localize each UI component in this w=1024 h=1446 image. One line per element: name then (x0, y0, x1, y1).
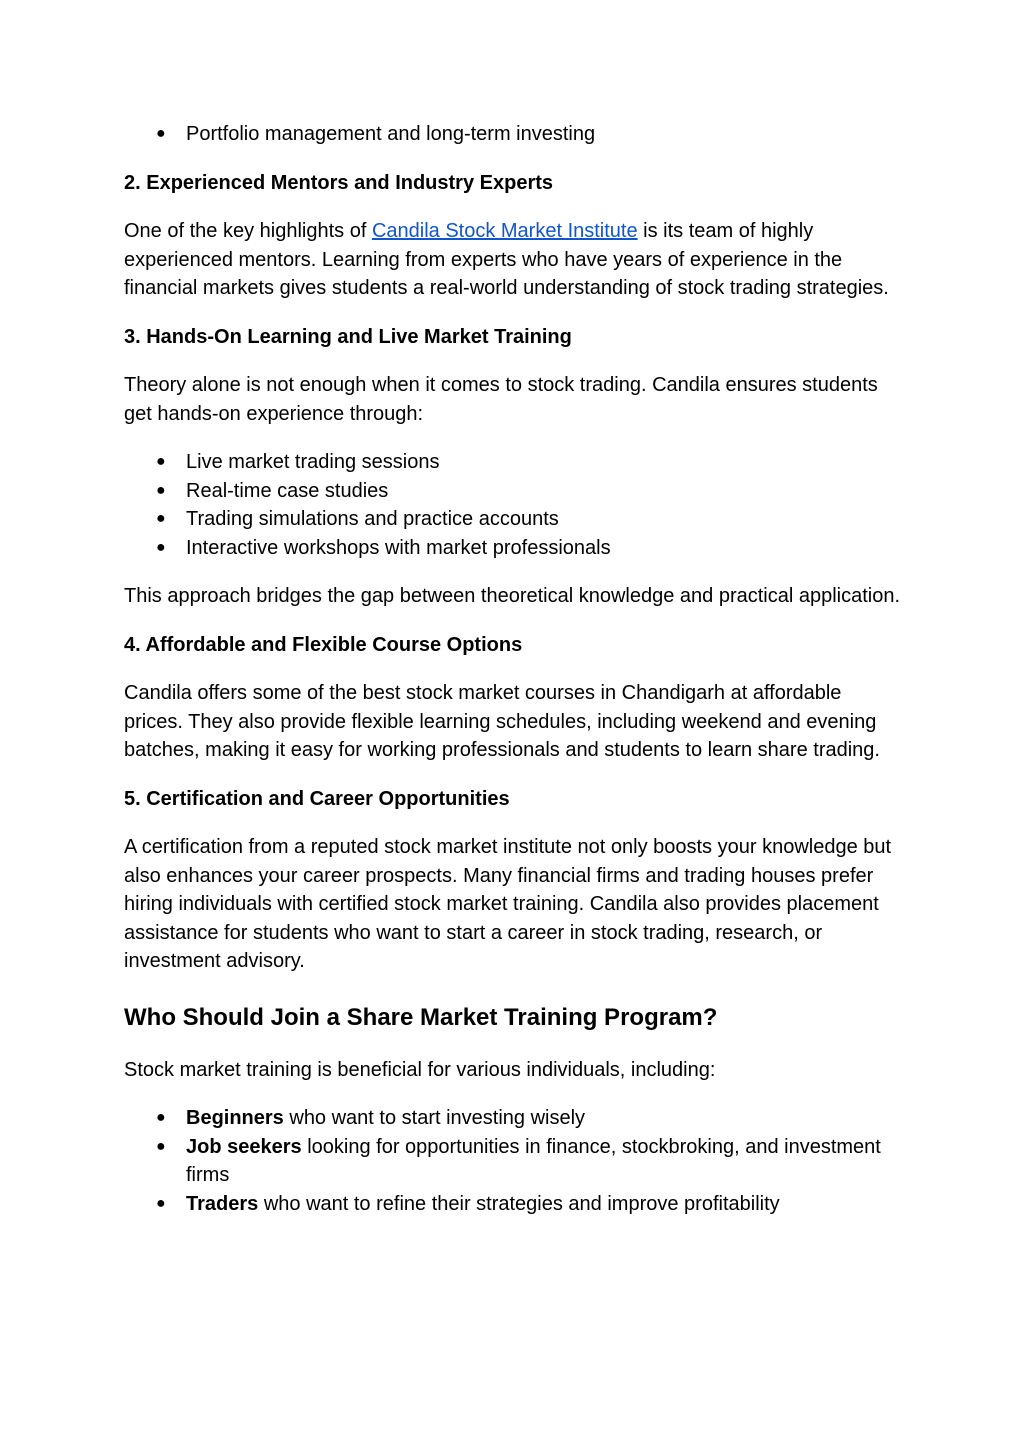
paragraph: Stock market training is beneficial for various individuals, including: (124, 1058, 716, 1081)
bullet-list (124, 1104, 904, 1218)
bullet-icon: ● (156, 481, 166, 499)
paragraph: A certification from a reputed stock market institute not only boosts your knowledge but also enhances your career prospects. Many financial firms and trading houses prefer hiring individuals with certified stock market training. Candila also provides placement assistance for students who want to start a career in stock trading, research, or investment advisory. (124, 836, 892, 972)
list-item: ● Live market trading sessions (124, 448, 904, 477)
section-heading: 5. Certification and Career Opportunities (124, 787, 510, 810)
bullet-icon: ● (156, 453, 166, 470)
paragraph: This approach bridges the gap between theoretical knowledge and practical application. (124, 585, 901, 607)
section-heading: 3. Hands-On Learning and Live Market Training (124, 325, 572, 348)
list-item: ● Beginners who want to start investing wisely (124, 1104, 904, 1133)
list-item: ● Traders who want to refine their strategies and improve profitability (124, 1190, 904, 1219)
list-item: ● Trading simulations and practice accounts (124, 505, 904, 534)
paragraph: Theory alone is not enough when it comes to stock trading. Candila ensures students get hands-on experience through: (124, 374, 878, 425)
list-item: ● Interactive workshops with market professionals (124, 534, 904, 563)
list-item: ● Real-time case studies (124, 477, 904, 506)
document-content (124, 120, 904, 1218)
bullet-icon: ● (156, 125, 166, 142)
bullet-icon: ● (156, 510, 166, 527)
section-heading: 2. Experienced Mentors and Industry Experts (124, 171, 554, 194)
paragraph: One of the key highlights of Candila Stock Market Institute is its team of highly experienced mentors. Learning from experts who have years of experience in the financial markets gives students a real-world understanding of stock trading strategies. (124, 220, 889, 299)
bullet-icon: ● (156, 1109, 166, 1126)
paragraph: Candila offers some of the best stock market courses in Chandigarh at affordable prices. They also provide flexible learning schedules, including weekend and evening batches, making it easy for working professionals and students to learn share trading. (124, 682, 880, 761)
institute-link[interactable]: Candila Stock Market Institute (371, 220, 638, 242)
bullet-icon: ● (156, 1194, 166, 1212)
bullet-icon: ● (156, 1137, 166, 1155)
list-item: ● Portfolio management and long-term investing (124, 120, 904, 149)
bullet-icon: ● (156, 538, 166, 556)
bullet-list (124, 448, 904, 562)
section-heading: 4. Affordable and Flexible Course Options (124, 633, 523, 656)
page-heading: Who Should Join a Share Market Training Program? (124, 1003, 718, 1031)
list-item: ● Job seekers looking for opportunities in finance, stockbroking, and investment firms (124, 1133, 904, 1190)
bullet-list (124, 120, 904, 149)
